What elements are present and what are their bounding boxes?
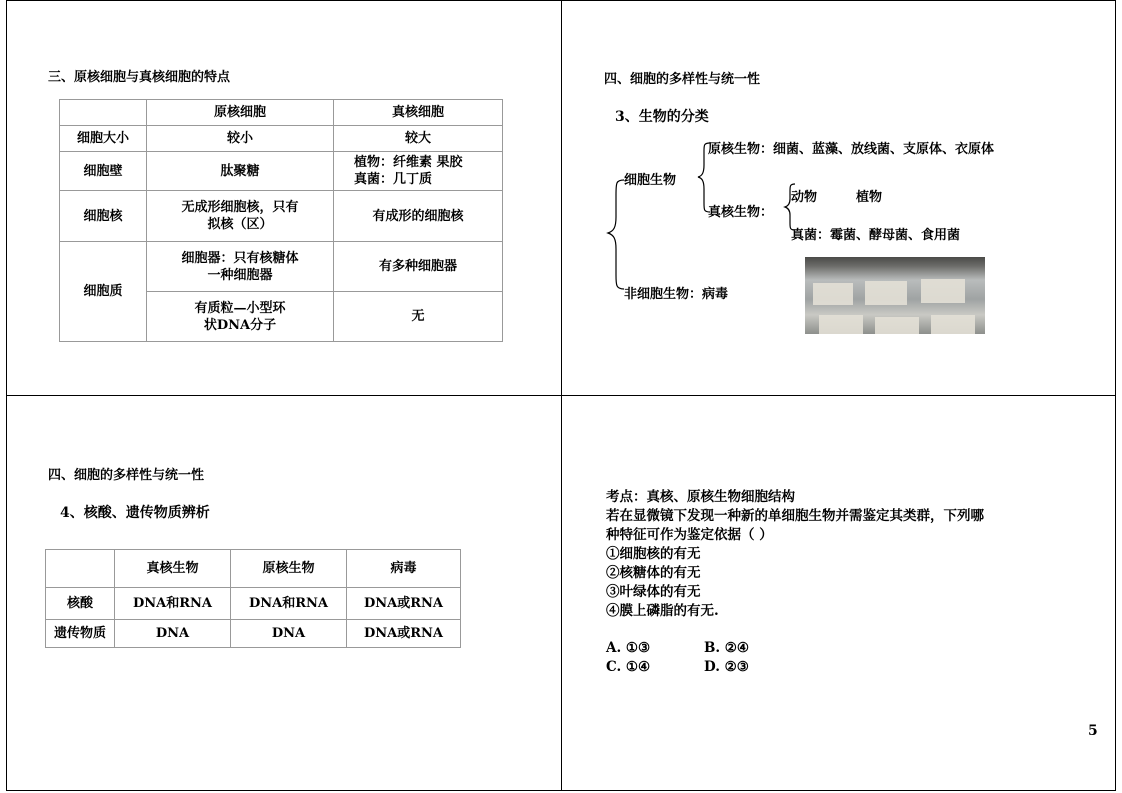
slide1-title: 三、原核细胞与真核细胞的特点: [48, 70, 231, 85]
nucleic-acid-table: [45, 549, 461, 648]
row-label: 遗传物质: [46, 620, 115, 648]
table-row: [46, 620, 461, 648]
photo-block: [865, 281, 907, 305]
photo-block: [819, 315, 863, 334]
table-row: [60, 191, 503, 242]
header-cell: 真核生物: [115, 550, 231, 588]
option-d: D. ②③: [704, 659, 749, 675]
header-cell: 真核细胞: [334, 100, 503, 126]
header-cell: [46, 550, 115, 588]
row-label: 核酸: [46, 588, 115, 620]
table-cell: DNA或RNA: [347, 620, 461, 648]
table-cell: 无: [334, 292, 503, 342]
table-cell: DNA: [115, 620, 231, 648]
page-number: 5: [1088, 723, 1098, 739]
row-label: 细胞壁: [60, 152, 147, 191]
question-stem: 若在显微镜下发现一种新的单细胞生物并需鉴定其类群，下列哪: [606, 508, 984, 524]
plant-label: 植物: [856, 190, 883, 205]
header-cell: 原核生物: [231, 550, 347, 588]
question-block: [606, 488, 984, 621]
option-c: C. ①④: [606, 659, 651, 675]
photo-block: [813, 283, 853, 305]
option-a: A. ①③: [606, 640, 651, 656]
row-label: 细胞大小: [60, 126, 147, 152]
table-cell: 无成形细胞核，只有 拟核（区）: [147, 191, 334, 242]
row-label: 细胞核: [60, 191, 147, 242]
table-cell: 较大: [334, 126, 503, 152]
table-cell: 肽聚糖: [147, 152, 334, 191]
question-item: ②核糖体的有无: [606, 565, 701, 581]
option-b: B. ②④: [704, 640, 750, 656]
table-cell: DNA和RNA: [231, 588, 347, 620]
question-stem: 种特征可作为鉴定依据（ ）: [606, 527, 773, 543]
table-cell: 有多种细胞器: [334, 242, 503, 292]
table-cell: DNA: [231, 620, 347, 648]
question-topic: 考点：真核、原核生物细胞结构: [606, 489, 795, 505]
mold-photo: [805, 257, 985, 334]
question-item: ④膜上磷脂的有无.: [606, 603, 719, 619]
fungi-label: 真菌：霉菌、酵母菌、食用菌: [791, 228, 961, 243]
row-label: 细胞质: [60, 242, 147, 342]
table-row: [46, 588, 461, 620]
table-header-row: [46, 550, 461, 588]
cell-compare-table: [59, 99, 503, 342]
slide2-subtitle: 3、生物的分类: [615, 109, 709, 125]
table-cell: 植物：纤维素 果胶 真菌：几丁质: [334, 152, 503, 191]
eukaryote-label: 真核生物：: [708, 205, 774, 220]
slide2-title: 四、细胞的多样性与统一性: [604, 72, 761, 87]
header-cell: [60, 100, 147, 126]
photo-block: [875, 317, 919, 334]
table-cell: DNA和RNA: [115, 588, 231, 620]
table-row: [60, 126, 503, 152]
main-brace: [608, 180, 624, 289]
table-cell: 有成形的细胞核: [334, 191, 503, 242]
cellular-label: 细胞生物: [624, 173, 677, 188]
animal-label: 动物: [791, 190, 818, 205]
slide3-title: 四、细胞的多样性与统一性: [48, 468, 205, 483]
photo-block: [931, 315, 975, 334]
prokaryote-label: 原核生物：细菌、蓝藻、放线菌、支原体、衣原体: [708, 142, 995, 157]
table-header-row: [60, 100, 503, 126]
horizontal-divider: [6, 395, 1116, 396]
noncellular-label: 非细胞生物：病毒: [624, 287, 729, 302]
photo-block: [921, 279, 965, 303]
table-cell: 较小: [147, 126, 334, 152]
question-item: ①细胞核的有无: [606, 546, 701, 562]
header-cell: 病毒: [347, 550, 461, 588]
table-row: [60, 242, 503, 292]
table-cell: DNA或RNA: [347, 588, 461, 620]
table-row: [60, 152, 503, 191]
table-cell: 细胞器：只有核糖体 一种细胞器: [147, 242, 334, 292]
question-item: ③叶绿体的有无: [606, 584, 701, 600]
header-cell: 原核细胞: [147, 100, 334, 126]
slide3-subtitle: 4、核酸、遗传物质辨析: [60, 505, 210, 521]
table-cell: 有质粒—小型环 状DNA分子: [147, 292, 334, 342]
